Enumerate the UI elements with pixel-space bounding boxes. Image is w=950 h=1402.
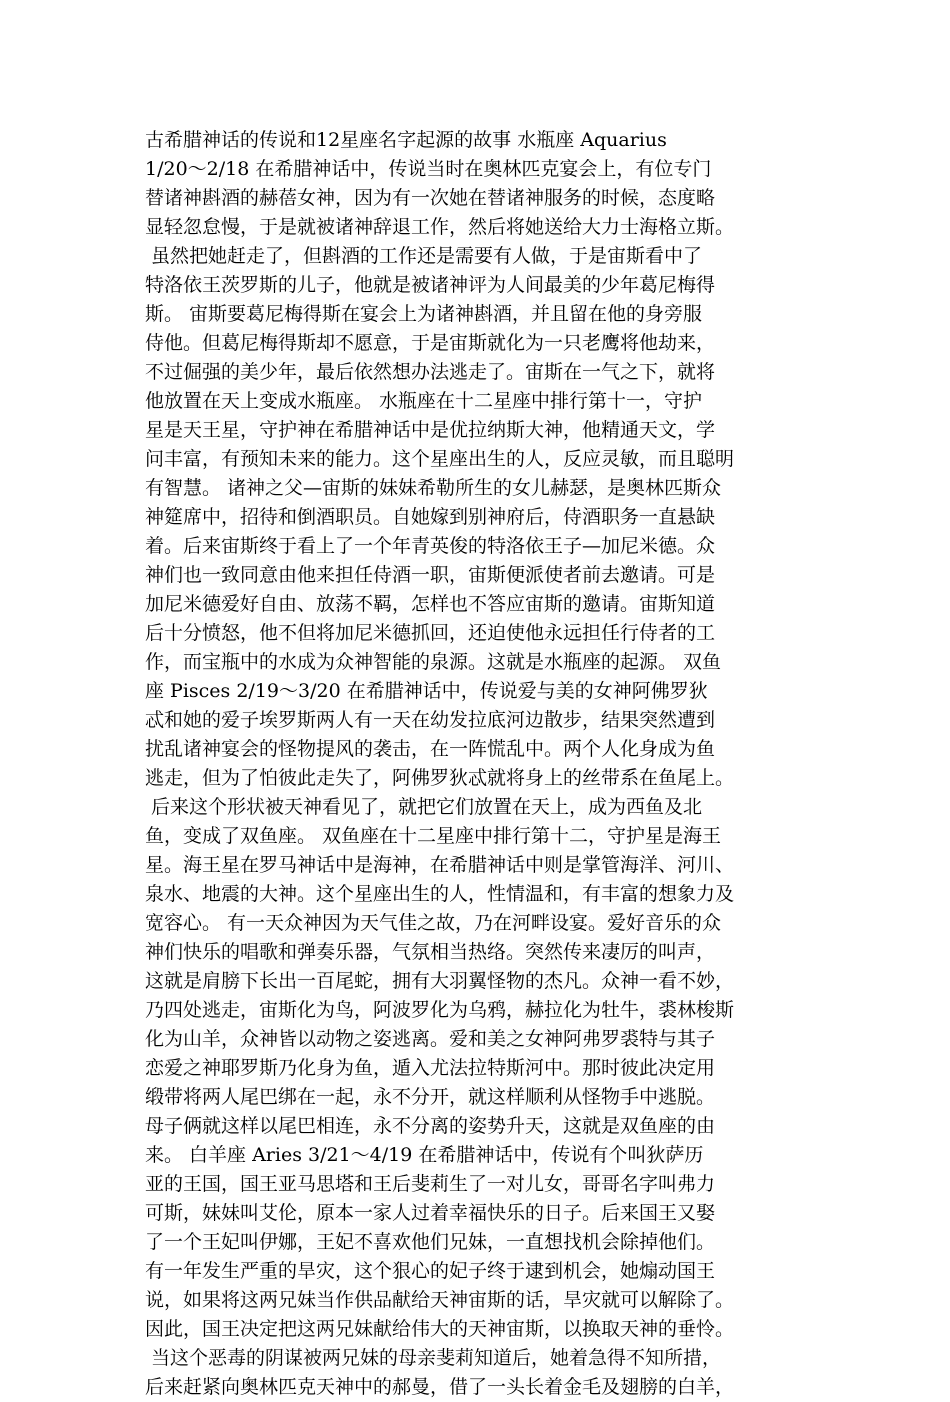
body-text <box>145 126 845 1402</box>
text-line: 泉水、地震的大神。这个星座出生的人，性情温和，有丰富的想象力及 <box>145 883 735 905</box>
text-line: 后十分愤怒，他不但将加尼米德抓回，还迫使他永远担任行侍者的工 <box>145 622 716 644</box>
text-line: 亚的王国，国王亚马思塔和王后斐莉生了一对儿女，哥哥名字叫弗力 <box>145 1173 716 1195</box>
text-line: 斯。 宙斯要葛尼梅得斯在宴会上为诸神斟酒，并且留在他的身旁服 <box>145 303 703 325</box>
text-line: 作，而宝瓶中的水成为众神智能的泉源。这就是水瓶座的起源。 双鱼 <box>145 651 722 673</box>
text-line: 虽然把她赶走了，但斟酒的工作还是需要有人做，于是宙斯看中了 <box>145 245 703 267</box>
text-line: 不过倔强的美少年，最后依然想办法逃走了。宙斯在一气之下，就将 <box>145 361 716 383</box>
text-line: 显轻忽怠慢，于是就被诸神辞退工作，然后将她送给大力士海格立斯。 <box>145 216 735 238</box>
text-line: 忒和她的爱子埃罗斯两人有一天在幼发拉底河边散步，结果突然遭到 <box>145 709 716 731</box>
text-line: 宽容心。 有一天众神因为天气佳之故，乃在河畔设宴。爱好音乐的众 <box>145 912 722 934</box>
text-line: 问丰富，有预知未来的能力。这个星座出生的人，反应灵敏，而且聪明 <box>145 448 735 470</box>
text-line: 鱼，变成了双鱼座。 双鱼座在十二星座中排行第十二，守护星是海王 <box>145 825 722 847</box>
text-line: 扰乱诸神宴会的怪物提风的袭击，在一阵慌乱中。两个人化身成为鱼 <box>145 738 716 760</box>
text-line: 替诸神斟酒的赫蓓女神，因为有一次她在替诸神服务的时候，态度略 <box>145 187 716 209</box>
text-line: 可斯，妹妹叫艾伦，原本一家人过着幸福快乐的日子。后来国王又娶 <box>145 1202 716 1224</box>
text-line: 侍他。但葛尼梅得斯却不愿意，于是宙斯就化为一只老鹰将他劫来， <box>145 332 716 354</box>
text-line: 了一个王妃叫伊娜，王妃不喜欢他们兄妹，一直想找机会除掉他们。 <box>145 1231 716 1253</box>
text-line: 神们也一致同意由他来担任侍酒一职，宙斯便派使者前去邀请。可是 <box>145 564 716 586</box>
text-line: 加尼米德爱好自由、放荡不羁，怎样也不答应宙斯的邀请。宙斯知道 <box>145 593 716 615</box>
text-line: 星是天王星，守护神在希腊神话中是优拉纳斯大神，他精通天文，学 <box>145 419 716 441</box>
text-line: 后来这个形状被天神看见了，就把它们放置在天上，成为西鱼及北 <box>145 796 703 818</box>
text-line: 化为山羊，众神皆以动物之姿逃离。爱和美之女神阿弗罗裘特与其子 <box>145 1028 716 1050</box>
text-line: 缎带将两人尾巴绑在一起，永不分开，就这样顺利从怪物手中逃脱。 <box>145 1086 716 1108</box>
text-line: 特洛依王茨罗斯的儿子，他就是被诸神评为人间最美的少年葛尼梅得 <box>145 274 716 296</box>
text-line: 当这个恶毒的阴谋被两兄妹的母亲斐莉知道后，她着急得不知所措， <box>145 1347 722 1369</box>
text-line: 有智慧。 诸神之父—宙斯的妹妹希勒所生的女儿赫瑟，是奥林匹斯众 <box>145 477 722 499</box>
text-line: 说，如果将这两兄妹当作供品献给天神宙斯的话，旱灾就可以解除了。 <box>145 1289 735 1311</box>
text-line: 乃四处逃走，宙斯化为鸟，阿波罗化为乌鸦，赫拉化为牡牛，裘林梭斯 <box>145 999 735 1021</box>
text-line: 座 Pisces 2/19～3/20 在希腊神话中，传说爱与美的女神阿佛罗狄 <box>145 680 708 702</box>
text-line: 星。海王星在罗马神话中是海神，在希腊神话中则是掌管海洋、河川、 <box>145 854 735 876</box>
text-line: 这就是肩膀下长出一百尾蛇，拥有大羽翼怪物的杰凡。众神一看不妙， <box>145 970 735 992</box>
text-line: 有一年发生严重的旱灾，这个狠心的妃子终于逮到机会，她煽动国王 <box>145 1260 716 1282</box>
text-line: 来。 白羊座 Aries 3/21～4/19 在希腊神话中，传说有个叫狄萨历 <box>145 1144 704 1166</box>
text-line: 神们快乐的唱歌和弹奏乐器，气氛相当热络。突然传来凄厉的叫声， <box>145 941 716 963</box>
text-line: 着。后来宙斯终于看上了一个年青英俊的特洛依王子—加尼米德。众 <box>145 535 716 557</box>
text-line: 他放置在天上变成水瓶座。 水瓶座在十二星座中排行第十一，守护 <box>145 390 703 412</box>
text-line: 恋爱之神耶罗斯乃化身为鱼，遁入尤法拉特斯河中。那时彼此决定用 <box>145 1057 716 1079</box>
text-line: 古希腊神话的传说和12星座名字起源的故事 水瓶座 Aquarius <box>145 129 667 151</box>
text-line: 神筵席中，招待和倒酒职员。自她嫁到别神府后，侍酒职务一直悬缺 <box>145 506 716 528</box>
text-line: 因此，国王决定把这两兄妹献给伟大的天神宙斯，以换取天神的垂怜。 <box>145 1318 735 1340</box>
text-line: 母子俩就这样以尾巴相连，永不分离的姿势升天，这就是双鱼座的由 <box>145 1115 716 1137</box>
text-line: 后来赶紧向奥林匹克天神中的郝曼，借了一头长着金毛及翅膀的白羊， <box>145 1376 735 1398</box>
text-line: 逃走，但为了怕彼此走失了，阿佛罗狄忒就将身上的丝带系在鱼尾上。 <box>145 767 735 789</box>
text-line: 1/20～2/18 在希腊神话中，传说当时在奥林匹克宴会上，有位专门 <box>145 158 712 180</box>
